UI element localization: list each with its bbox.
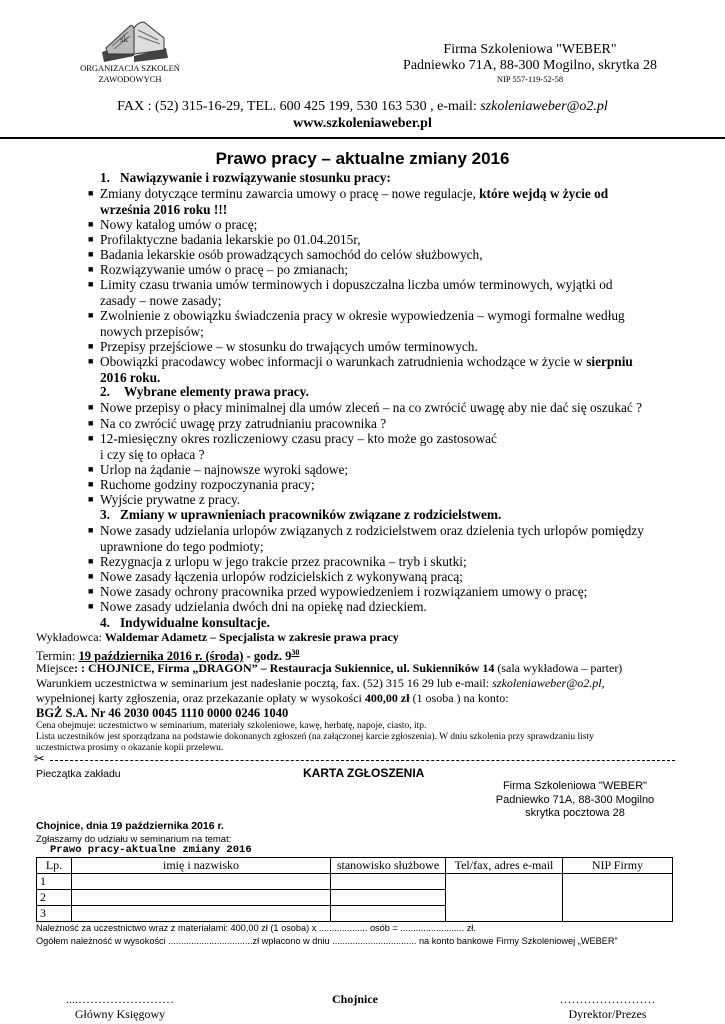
list-item: ■ Urlop na żądanie – najnowsze wyroki sądowe; xyxy=(88,462,349,477)
org-line-1: ORGANIZACJA SZKOLEŃ xyxy=(80,63,180,73)
name-field[interactable] xyxy=(72,906,331,922)
nip-field[interactable] xyxy=(563,874,673,922)
signature-line-left: ....…………………… xyxy=(66,992,174,1006)
svg-text:sk: sk xyxy=(120,34,129,44)
list-item: ■ Nowe zasady udzielania urlopów związanych z rodzicielstwem oraz dzielenia tych urlopów pomiędzy uprawnione do tego podmioty; xyxy=(88,523,644,554)
bank-account: BGŻ S.A. Nr 46 2030 0045 1110 0000 0246 1040 xyxy=(36,706,289,720)
lecturer-line: Wykładowca: Waldemar Adametz – Specjalista w zakresie prawa pracy xyxy=(36,630,399,644)
website-link[interactable]: www.szkoleniaweber.pl xyxy=(293,116,432,131)
fine-print-2: Lista uczestników jest sporządzana na podstawie dokonanych zgłoszeń (na załączonej karcie zgłoszenia). W dniu szkolenia przy sprawdzaniu listy xyxy=(36,732,594,742)
cut-line xyxy=(50,760,675,761)
scissors-icon: ✂ xyxy=(34,751,45,766)
position-field[interactable] xyxy=(331,906,446,922)
contact-field[interactable] xyxy=(446,874,563,922)
list-item: ■ Zwolnienie z obowiązku świadczenia pracy w okresie wypowiedzenia – wymogi formalne według nowych przepisów; xyxy=(88,308,625,339)
section-number: 1. xyxy=(100,170,110,185)
list-item: ■ Zmiany dotyczące terminu zawarcia umowy o pracę – nowe regulacje, które wejdą w życie od września 2016 roku !!! xyxy=(88,186,609,217)
col-header-name: imię i nazwisko xyxy=(72,858,331,874)
list-item: ■ Przepisy przejściowe – w stosunku do trwających umów terminowych. xyxy=(88,339,478,354)
list-item: ■ Ruchome godziny rozpoczynania pracy; xyxy=(88,477,315,492)
row-number: 1 xyxy=(37,874,72,890)
col-header-position: stanowisko służbowe xyxy=(331,858,446,874)
col-header-contact: Tel/fax, adres e-mail xyxy=(446,858,563,874)
list-item: ■ Obowiązki pracodawcy wobec informacji o warunkach zatrudnienia wchodzące w życie w sierpniu 2016 roku. xyxy=(88,354,633,385)
form-topic: Prawo pracy-aktualne zmiany 2016 xyxy=(50,844,252,856)
list-item: ■ 12-miesięczny okres rozliczeniowy czasu pracy – kto może go zastosować i czy się to opłaca ? xyxy=(88,431,497,462)
row-number: 2 xyxy=(37,890,72,906)
list-item: ■ Rezygnacja z urlopu w jego trakcie przez pracownika – tryb i skutki; xyxy=(88,554,467,569)
fine-print-3: uczestnictwa prosimy o okazanie kopii przelewu. xyxy=(36,743,224,753)
page-title: Prawo pracy – aktualne zmiany 2016 xyxy=(215,149,510,168)
form-declare: Zgłaszamy do udziału w seminarium na temat: xyxy=(36,834,232,845)
list-item: ■ Nowe zasady udzielania dwóch dni na opiekę nad dzieckiem. xyxy=(88,599,427,614)
stamp-label: Pieczątka zakładu xyxy=(36,768,121,780)
name-field[interactable] xyxy=(72,890,331,906)
section-number: 3. xyxy=(100,507,110,522)
name-field[interactable] xyxy=(72,874,331,890)
list-item: ■ Na co zwrócić uwagę przy zatrudnianiu pracownika ? xyxy=(88,416,387,431)
form-firm-address: Padniewko 71A, 88-300 Mogilno xyxy=(495,793,655,806)
form-firm-name: Firma Szkoleniowa "WEBER" xyxy=(502,780,648,792)
email-link[interactable]: szkoleniaweber@o2.pl xyxy=(480,99,608,114)
col-header-lp: Lp. xyxy=(37,858,72,874)
list-item: ■ Limity czasu trwania umów terminowych i dopuszczalna liczba umów terminowych, wyjątki od zasady – nowe zasady; xyxy=(88,277,613,308)
section-title: Indywidualne konsultacje. xyxy=(120,615,270,630)
form-title: KARTA ZGŁOSZENIA xyxy=(303,766,425,780)
section-title: Nawiązywanie i rozwiązywanie stosunku pracy: xyxy=(120,170,391,185)
signature-label-director: Dyrektor/Prezes xyxy=(568,1007,647,1021)
row-number: 3 xyxy=(37,906,72,922)
list-item: ■ Profilaktyczne badania lekarskie po 01.04.2015r, xyxy=(88,232,361,247)
term-line: Termin: 19 października 2016 r. (środa) - godz. $9^{30}$ xyxy=(36,648,300,664)
table-header-row xyxy=(37,858,673,874)
section-number: 2. xyxy=(100,384,110,399)
fine-print-1: Cena obejmuje: uczestnictwo w seminarium, materiały szkoleniowe, kawę, herbatę, napoje, ciasto, itp. xyxy=(36,721,427,731)
position-field[interactable] xyxy=(331,874,446,890)
list-item: ■ Rozwiązywanie umów o pracę – po zmianach; xyxy=(88,262,349,277)
list-item: ■ Nowe zasady ochrony pracownika przed wypowiedzeniem i rozwiązaniem umowy o pracę; xyxy=(88,584,588,599)
header-divider xyxy=(0,137,725,139)
total-line: Ogółem należność w wysokości .................................zł wpłacono w dniu ................................. na konto bankowe Firmy Szkoleniowej „WEBER” xyxy=(36,936,618,946)
contact-line: FAX : (52) 315-16-29, TEL. 600 425 199, 530 163 530 , e-mail: szkoleniaweber@o2.pl xyxy=(117,99,608,114)
section-title: Zmiany w uprawnieniach pracowników związane z rodzicielstwem. xyxy=(120,507,502,522)
place-line: Miejsce: : CHOJNICE, Firma „DRAGON” – Restauracja Sukiennice, ul. Sukienników 14 (sala wykładowa – parter) xyxy=(36,661,623,675)
form-firm-box: skrytka pocztowa 28 xyxy=(525,807,625,819)
firm-address: Padniewko 71A, 88-300 Mogilno, skrytka 28 xyxy=(403,58,657,73)
table-row xyxy=(37,874,673,890)
org-line-2: ZAWODOWYCH xyxy=(98,74,162,84)
firm-nip: NIP 557-119-52-58 xyxy=(496,74,564,84)
signature-label-accountant: Główny Księgowy xyxy=(74,1007,166,1021)
list-item: ■ Nowe przepisy o płacy minimalnej dla umów zleceń – na co zwrócić uwagę aby nie dać się oszukać ? xyxy=(88,400,643,415)
registration-text: Warunkiem uczestnictwa w seminarium jest nadesłanie pocztą, fax. (52) 315 16 29 lub e-mail: szkoleniaweber@o2.pl, wypełnionej karty zgłoszenia, oraz przekazanie opłaty w wysokości 400,00 zł (1 osoba ) na konto: xyxy=(36,676,605,705)
signature-place: Chojnice xyxy=(332,992,378,1006)
form-date-line: Chojnice, dnia 19 października 2016 r. xyxy=(36,820,224,832)
list-item: ■ Nowy katalog umów o pracę; xyxy=(88,217,258,232)
signature-line-right: …………………… xyxy=(559,992,656,1006)
section-number: 4. xyxy=(100,615,110,630)
firm-name: Firma Szkoleniowa "WEBER" xyxy=(443,42,617,57)
col-header-nip: NIP Firmy xyxy=(563,858,673,874)
position-field[interactable] xyxy=(331,890,446,906)
due-line: Należność za uczestnictwo wraz z materiałami: 400,00 zł (1 osoba) x ................... osób = ......................... zł. xyxy=(36,923,476,933)
book-logo xyxy=(98,18,170,62)
section-title: Wybrane elementy prawa pracy. xyxy=(124,384,309,399)
registration-table xyxy=(36,857,673,922)
list-item: ■ Badania lekarskie osób prowadzących samochód do celów służbowych, xyxy=(88,247,483,262)
list-item: ■ Nowe zasady łączenia urlopów rodzicielskich z wykonywaną pracą; xyxy=(88,569,463,584)
list-item: ■ Wyjście prywatne z pracy. xyxy=(88,492,241,507)
